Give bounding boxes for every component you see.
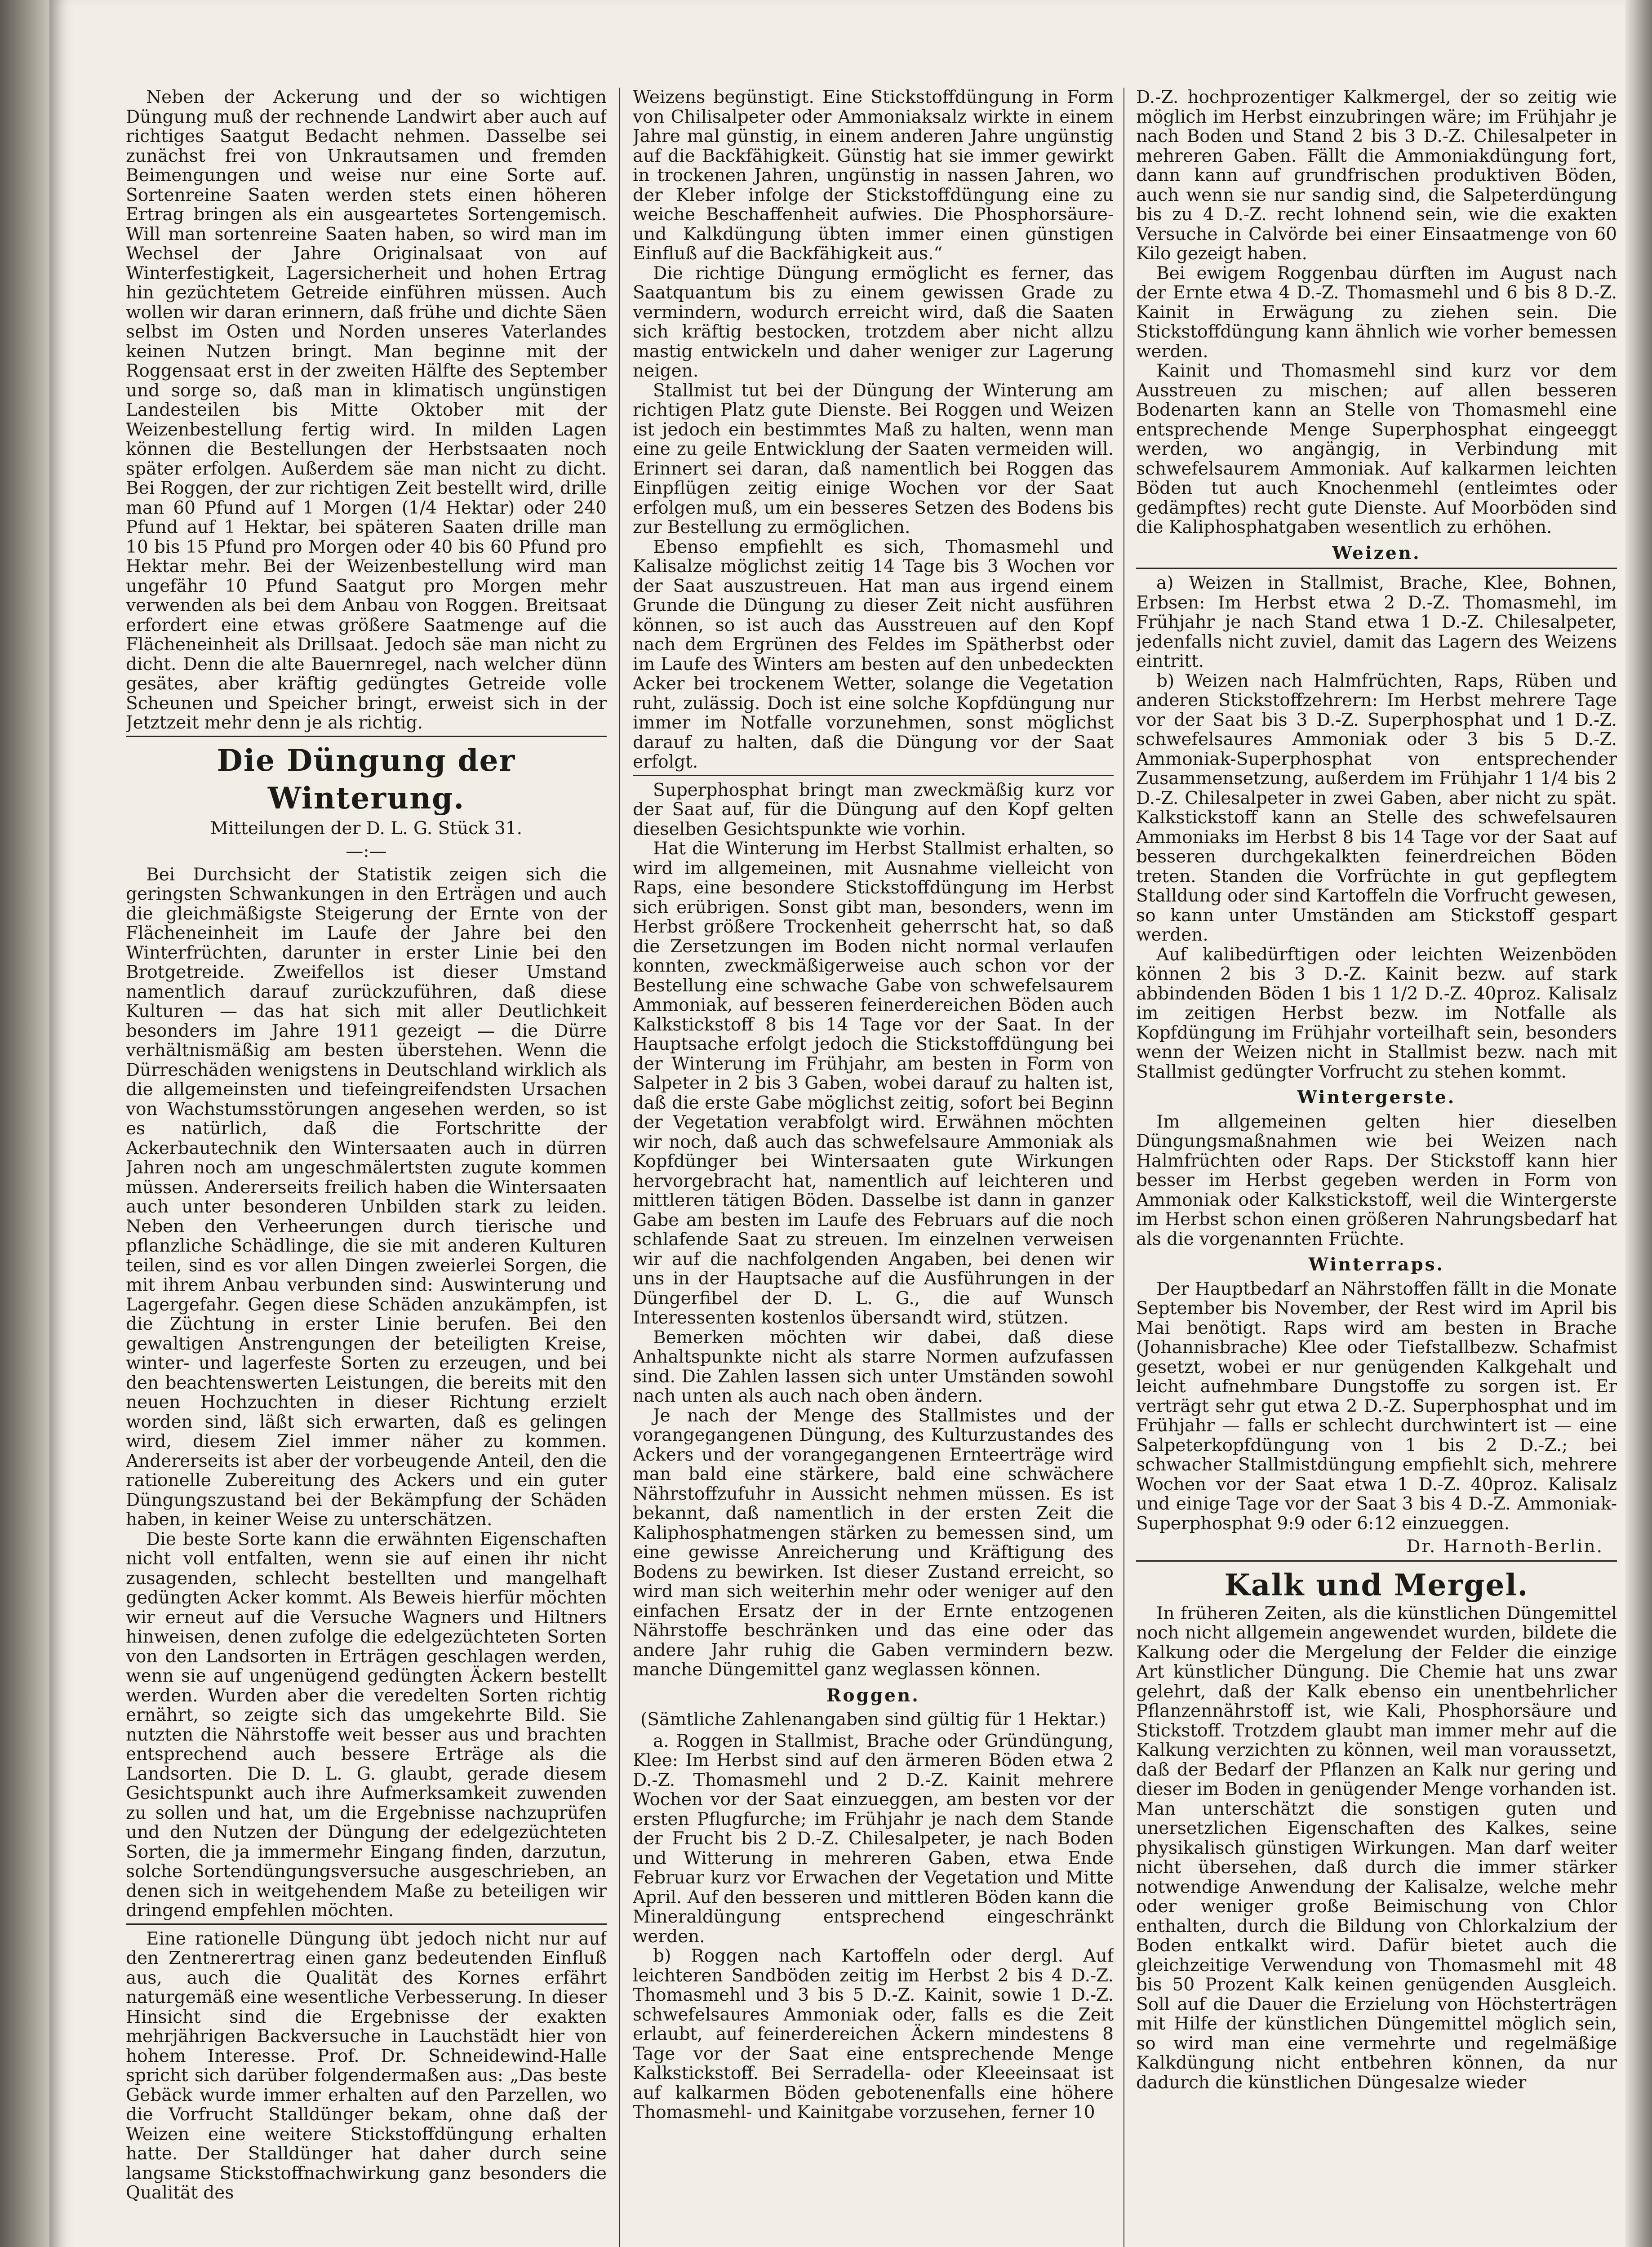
book-spine [0, 0, 49, 2247]
paragraph: b) Weizen nach Halmfrüchten, Raps, Rüben und anderen Stickstoffzehrern: Im Herbst mehrere Tage vor der Saat bis 3 D.-Z. Superphosphat und 1 D.-Z. schwefelsaures Ammoniak oder 3 bis 5 D.-Z. Ammoniak-Superphosphat von entsprechender Zusammensetzung, außerdem im Frühjahr 1 1/4 bis 2 D.-Z. Chilesalpeter in zwei Gaben, aber nicht zu spät. Kalkstickstoff kann an Stelle des schwefelsauren Ammoniaks im Herbst 8 bis 14 Tage vor der Saat auf besseren durchgekalkten feinerdreichen Böden treten. Standen die Vorfrüchte in gut gepflegtem Stalldung oder sind Kartoffeln die Vorfrucht gewesen, so kann unter Umständen am Stickstoff gespart werden. [1136, 671, 1617, 945]
paragraph: a) Weizen in Stallmist, Brache, Klee, Bohnen, Erbsen: Im Herbst etwa 2 D.-Z. Thomasmehl, im Frühjahr je nach Stand etwa 1 D.-Z. Chilesalpeter, jedenfalls nicht zuviel, damit das Lagern des Weizens eintritt. [1136, 573, 1617, 671]
paragraph: Die beste Sorte kann die erwähnten Eigenschaften nicht voll entfalten, wenn sie auf einen ihr nicht zusagenden, schlecht bestellten und mangelhaft gedüngten Acker kommt. Als Beweis hierfür möchten wir erneut auf die Versuche Wagners und Hiltners hinweisen, denen zufolge die edelgezüchteten Sorten von den Landsorten in Erträgen geschlagen werden, wenn sie auf ungenügend gedüngten Äckern bestellt werden. Wurden aber die veredelten Sorten richtig ernährt, so zeigte sich das umgekehrte Bild. Sie nutzten die Nährstoffe weit besser aus und brachten entsprechend auch bessere Erträge als die Landsorten. Die D. L. G. glaubt, gerade diesem Gesichtspunkt auch ihre Aufmerksamkeit zuwenden zu sollen und hat, um die Ergebnisse nachzuprüfen und den Nutzen der Düngung der edelgezüchteten Sorten, die ja immermehr Eingang finden, darzutun, solche Sortendüngungsversuche ausgeschrieben, an denen sich in weitgehendem Maße zu beteiligen wir dringend empfehlen möchten. [126, 1529, 607, 1921]
section-divider [1136, 568, 1617, 569]
paragraph: Die richtige Düngung ermöglicht es ferner, das Saatquantum bis zu einem gewissen Grade zu vermindern, wodurch erreicht wird, daß die Saaten sich kräftig bestocken, trotzdem aber nicht allzu mastig entwickeln und daher weniger zur Lagerung neigen. [633, 263, 1114, 381]
section-title-weizen: Weizen. [1332, 542, 1421, 564]
paragraph: Bemerken möchten wir dabei, daß diese Anhaltspunkte nicht als starre Normen aufzufassen sind. Die Zahlen lassen sich unter Umständen sowohl nach unten als auch nach oben ändern. [633, 1327, 1114, 1406]
column-rule [619, 88, 620, 2247]
section-note: (Sämtliche Zahlenangaben sind gültig für 1 Hektar.) [640, 1710, 1106, 1730]
section-title-wintergerste: Wintergerste. [1297, 1087, 1456, 1108]
section-divider [126, 1923, 607, 1925]
paragraph: Superphosphat bringt man zweckmäßig kurz vor der Saat auf, für die Düngung auf den Kopf gelten dieselben Gesichtspunkte wie vorhin. [633, 780, 1114, 839]
section-title-winterraps: Winterraps. [1308, 1254, 1445, 1275]
paragraph: Bei Durchsicht der Statistik zeigen sich die geringsten Schwankungen in den Erträgen und auch die gleichmäßigste Steigerung der Ernte von der Flächeneinheit im Laufe der Jahre bei den Winterfrüchten, darunter in erster Linie bei den Brotgetreide. Zweifellos ist dieser Umstand namentlich darauf zurückzuführen, daß diese Kulturen — das hat sich mit aller Deutlichkeit besonders im Jahre 1911 gezeigt — die Dürre verhältnismäßig am besten überstehen. Wenn die Dürreschäden wenigstens in Deutschland wirklich als die allgemeinsten und tiefeingreifendsten Ursachen von Wachstumsstörungen angesehen werden, so ist es natürlich, daß die Fortschritte der Ackerbautechnik den Wintersaaten auch in dürren Jahren noch am ungeschmälertsten zugute kommen müssen. Andererseits freilich haben die Wintersaaten auch unter besonderen Unbilden stark zu leiden. Neben den Verheerungen durch tierische und pflanzliche Schädlinge, die sie mit anderen Kulturen teilen, sind es vor allen Dingen zweierlei Sorgen, die mit ihrem Anbau verbunden sind: Auswinterung und Lagergefahr. Gegen diese Schäden anzukämpfen, ist die Züchtung in erster Linie berufen. Bei den gewaltigen Anstrengungen der beteiligten Kreise, winter- und lagerfeste Sorten zu erzeugen, und bei den beachtenswerten Leistungen, die bereits mit den neuen Hochzuchten in dieser Richtung erzielt worden sind, läßt sich erwarten, daß es gelingen wird, diesem Ziel immer näher zu kommen. Andererseits ist aber der vorbeugende Anteil, den die rationelle Zubereitung des Ackers und ein guter Düngungszustand bei der Bekämpfung der Schäden haben, in keiner Weise zu unterschätzen. [126, 864, 607, 1530]
paragraph: Neben der Ackerung und der so wichtigen Düngung muß der rechnende Landwirt aber auch auf richtiges Saatgut Bedacht nehmen. Dasselbe sei zunächst frei von Unkrautsamen und fremden Beimengungen und weise nur eine Sorte auf. Sortenreine Saaten werden stets einen höheren Ertrag bringen als ein ausgeartetes Sortengemisch. Will man sortenreine Saaten haben, so wird man im Wechsel der Jahre Originalsaat von auf Winterfestigkeit, Lagersicherheit und hohen Ertrag hin gezüchtetem Getreide einführen müssen. Auch wollen wir daran erinnern, daß frühe und dichte Säen selbst im Osten und Norden unseres Vaterlandes keinen Nutzen bringt. Man beginne mit der Roggensaat erst in der zweiten Hälfte des September und sorge so, daß man in klimatisch ungünstigen Landesteilen bis Mitte Oktober mit der Weizenbestellung fertig wird. In milden Lagen können die Bestellungen der Herbstsaaten noch später erfolgen. Außerdem säe man nicht zu dicht. Bei Roggen, der zur richtigen Zeit bestellt wird, drille man 60 Pfund auf 1 Morgen (1/4 Hektar) oder 240 Pfund auf 1 Hektar, bei späteren Saaten drille man 10 bis 15 Pfund pro Morgen oder 40 bis 60 Pfund pro Hektar mehr. Bei der Weizenbestellung wird man ungefähr 10 Pfund Saatgut pro Morgen mehr verwenden als bei dem Anbau von Roggen. Breitsaat erfordert eine etwas größere Saatmenge auf die Flächeneinheit als Drillsaat. Jedoch säe man nicht zu dicht. Denn die alte Bauernregel, nach welcher dünn gesätes, aber kräftig gedüngtes Getreide volle Scheunen und Speicher bringt, erweist sich in der Jetztzeit mehr denn je als richtig. [126, 88, 607, 733]
column-left [126, 88, 607, 2247]
section-title-roggen: Roggen. [826, 1685, 920, 1706]
article-subtitle: Mitteilungen der D. L. G. Stück 31. [210, 818, 522, 839]
column-middle [633, 88, 1114, 2247]
paragraph: Ebenso empfiehlt es sich, Thomasmehl und Kalisalze möglichst zeitig 14 Tage bis 3 Wochen vor der Saat auszustreuen. Hat man aus irgend einem Grunde die Düngung zu dieser Zeit nicht ausführen können, so ist auch das Ausstreuen auf den Kopf nach dem Ergrünen des Feldes im Spätherbst oder im Laufe des Winters am besten auf den unbedeckten Acker bei trockenem Wetter, solange die Vegetation ruht, zulässig. Doch ist eine solche Kopfdüngung nur immer im Notfalle vorzunehmen, sonst möglichst darauf zu halten, daß die Düngung vor der Saat erfolgt. [633, 537, 1114, 772]
paragraph: Stallmist tut bei der Düngung der Winterung am richtigen Platz gute Dienste. Bei Roggen und Weizen ist jedoch ein bestimmtes Maß zu halten, wenn man eine zu geile Entwicklung der Saaten vermeiden will. Erinnert sei daran, daß namentlich bei Roggen das Einpflügen zeitig einige Wochen vor der Saat erfolgen muß, um ein besseres Setzen des Bodens bis zur Bestellung zu ermöglichen. [633, 380, 1114, 537]
paragraph: Der Hauptbedarf an Nährstoffen fällt in die Monate September bis November, der Rest wird im April bis Mai benötigt. Raps wird am besten in Brache (Johannisbrache) Klee oder Tiefstallbezw. Schafmist gesetzt, wobei er nur genügenden Kalkgehalt und leicht aufnehmbare Dungstoffe zu sorgen ist. Er verträgt sehr gut etwa 2 D.-Z. Superphosphat und im Frühjahr — falls er schlecht durchwintert ist — eine Salpeterkopfdüngung von 1 bis 2 D.-Z.; bei schwacher Stallmistdüngung empfiehlt sich, mehrere Wochen vor der Saat etwa 1 D.-Z. 40proz. Kalisalz und einige Tage vor der Saat 3 bis 4 D.-Z. Ammoniak-Superphosphat 9:9 oder 6:12 einzueggen. [1136, 1279, 1617, 1534]
paragraph: b) Roggen nach Kartoffeln oder dergl. Auf leichteren Sandböden zeitig im Herbst 2 bis 4 D.-Z. Thomasmehl und 3 bis 5 D.-Z. Kainit, sowie 1 D.-Z. schwefelsaures Ammoniak oder, falls es die Zeit erlaubt, auf feinerdereichen Äckern mindestens 8 Tage vor der Saat eine entsprechende Menge Kalkstickstoff. Bei Serradella- oder Kleeeinsaat ist auf kalkarmen Böden gebotenenfalls eine höhere Thomasmehl- und Kainitgabe vorzusehen, ferner 10 [633, 1946, 1114, 2123]
article-title: Kalk und Mergel. [1224, 1567, 1529, 1603]
author-signature: Dr. Harnoth-Berlin. [1406, 1536, 1603, 1557]
paragraph: Eine rationelle Düngung übt jedoch nicht nur auf den Zentnerertrag einen ganz bedeutenden Einfluß aus, auch die Qualität des Kornes erfährt naturgemäß eine wesentliche Verbesserung. In dieser Hinsicht sind die Ergebnisse der exakten mehrjährigen Backversuche in Lauchstädt hier von hohem Interesse. Prof. Dr. Schneidewind-Halle spricht sich darüber folgendermaßen aus: „Das beste Gebäck wurde immer erhalten auf den Parzellen, wo die Vorfrucht Stalldünger bekam, ohne daß der Weizen eine weitere Stickstoffdüngung erhalten hatte. Der Stalldünger hat daher durch seine langsame Stickstoffnachwirkung ganz besonders die Qualität des [126, 1928, 607, 2203]
paragraph: In früheren Zeiten, als die künstlichen Düngemittel noch nicht allgemein angewendet wurden, bildete die Kalkung oder die Mergelung der Felder die einzige Art künstlicher Düngung. Die Chemie hat uns zwar gelehrt, daß der Kalk ebenso ein unentbehrlicher Pflanzennährstoff ist, wie Kali, Phosphorsäure und Stickstoff. Trotzdem glaubt man immer mehr auf die Kalkung verzichten zu können, weil man voraussetzt, daß der Bedarf der Pflanzen an Kalk nur gering und dieser im Boden in genügender Menge vorhanden ist. Man unterschätzt die sonstigen guten und unersetzlichen Eigenschaften des Kalkes, seine physikalisch günstigen Wirkungen. Man darf weiter nicht übersehen, daß durch die immer stärker notwendige Anwendung der Kalisalze, welche mehr oder weniger große Beimischung von Chlor enthalten, durch die Bildung von Chlorkalzium der Boden entkalkt wird. Dafür bietet auch die gleichzeitige Verwendung von Thomasmehl mit 48 bis 50 Prozent Kalk keinen genügenden Ausgleich. Soll auf die Dauer die Erzielung von Höchsterträgen mit Hilfe der künstlichen Düngemittel möglich sein, so wird man eine vermehrte und regelmäßige Kalkdüngung nicht entbehren können, da nur dadurch die künstlichen Düngesalze wieder [1136, 1603, 1617, 2093]
article-title: Die Düngung der Winterung. [217, 742, 516, 816]
section-divider [633, 775, 1114, 776]
separator: —:— [346, 841, 387, 861]
paragraph: D.-Z. hochprozentiger Kalkmergel, der so zeitig wie möglich im Herbst einzubringen wäre; im Frühjahr je nach Boden und Stand 2 bis 3 D.-Z. Chilesalpeter in mehreren Gaben. Fällt die Ammoniakdüngung fort, dann kann auf grundfrischen produktiven Böden, auch wenn sie nur sandig sind, die Salpeterdüngung bis zu 4 D.-Z. recht lohnend sein, wie die exakten Versuche in Calvörde bei einer Einsaatmenge von 60 Kilo gezeigt haben. [1136, 88, 1617, 264]
paragraph: Im allgemeinen gelten hier dieselben Düngungsmaßnahmen wie bei Weizen nach Halmfrüchten oder Raps. Der Stickstoff kann hier besser im Herbst gegeben werden in Form von Ammoniak oder Kalkstickstoff, weil die Wintergerste im Herbst schon einen größeren Nahrungsbedarf hat als die vorgenannten Früchte. [1136, 1111, 1617, 1249]
paragraph: Kainit und Thomasmehl sind kurz vor dem Ausstreuen zu mischen; auf allen besseren Bodenarten kann an Stelle von Thomasmehl eine entsprechende Menge Superphosphat eingeeggt werden, wo angängig, in Verbindung mit schwefelsaurem Ammoniak. Auf kalkarmen leichten Böden tut auch Knochenmehl (entleimtes oder gedämpftes) recht gute Dienste. Auf Moorböden sind die Kaliphosphatgaben wesentlich zu erhöhen. [1136, 361, 1617, 537]
page-edge [1625, 0, 1652, 2247]
section-divider [126, 736, 607, 737]
paragraph: Je nach der Menge des Stallmistes und der vorangegangenen Düngung, des Kulturzustandes des Ackers und der vorangegangenen Ernteerträge wird man bald eine stärkere, bald eine schwächere Nährstoffzufuhr in Aussicht nehmen müssen. Es ist bekannt, daß namentlich in der ersten Zeit die Kaliphosphatmengen stärken zu bemessen sind, um eine gewisse Anreicherung und Kräftigung des Bodens zu bewirken. Ist dieser Zustand erreicht, so wird man sich weiterhin mehr oder weniger auf den einfachen Ersatz der in der Ernte entzogenen Nährstoffe beschränken und das eine oder das andere Jahr ruhig die Gaben vermindern bezw. manche Düngemittel ganz weglassen können. [633, 1405, 1114, 1680]
paragraph: a. Roggen in Stallmist, Brache oder Gründüngung, Klee: Im Herbst sind auf den ärmeren Böden etwa 2 D.-Z. Thomasmehl und 2 D.-Z. Kainit mehrere Wochen vor der Saat einzueggen, am besten vor der ersten Pflugfurche; im Frühjahr je nach dem Stande der Frucht bis 2 D.-Z. Chilesalpeter, je nach Boden und Witterung in mehreren Gaben, etwa Ende Februar kurz vor Erwachen der Vegetation und Mitte April. Auf den besseren und mittleren Böden kann die Mineraldüngung entsprechend eingeschränkt werden. [633, 1731, 1114, 1947]
section-divider [1136, 1560, 1617, 1562]
column-right [1136, 88, 1617, 2247]
paragraph: Hat die Winterung im Herbst Stallmist erhalten, so wird im allgemeinen, mit Ausnahme vielleicht von Raps, eine besondere Stickstoffdüngung im Herbst sich erübrigen. Sonst gibt man, besonders, wenn im Herbst größere Trockenheit geherrscht hat, so daß die Zersetzungen im Boden nicht normal verlaufen konnten, zweckmäßigerweise auch schon vor der Bestellung eine schwache Gabe von schwefelsaurem Ammoniak, auf besseren feinerdereichen Böden auch Kalkstickstoff 8 bis 14 Tage vor der Saat. In der Hauptsache erfolgt jedoch die Stickstoffdüngung bei der Winterung im Frühjahr, am besten in Form von Salpeter in 2 bis 3 Gaben, wobei darauf zu halten ist, daß die erste Gabe möglichst zeitig, sofort bei Beginn der Vegetation verabfolgt wird. Erwähnen möchten wir noch, daß auch das schwefelsaure Ammoniak als Kopfdünger bei Wintersaaten gute Wirkungen hervorgebracht hat, namentlich auf leichteren und mittleren tätigen Böden. Dasselbe ist dann in ganzer Gabe am besten im Laufe des Februars auf die noch schlafende Saat zu streuen. Im einzelnen verweisen wir auf die nachfolgenden Angaben, bei denen wir uns in der Hauptsache auf die Ausführungen in der Düngerfibel der D. L. G., die auf Wunsch Interessenten kostenlos übersandt wird, stützen. [633, 839, 1114, 1328]
paragraph: Bei ewigem Roggenbau dürften im August nach der Ernte etwa 4 D.-Z. Thomasmehl und 6 bis 8 D.-Z. Kainit in Erwägung zu ziehen sein. Die Stickstoffdüngung kann ähnlich wie vorher bemessen werden. [1136, 263, 1617, 362]
paragraph: Weizens begünstigt. Eine Stickstoffdüngung in Form von Chilisalpeter oder Ammoniaksalz wirkte in einem Jahre mal günstig, in einem anderen Jahre ungünstig auf die Backfähigkeit. Günstig hat sie immer gewirkt in trockenen Jahren, ungünstig in nassen Jahren, wo der Kleber infolge der Stickstoffdüngung eine zu weiche Beschaffenheit aufwies. Die Phosphorsäure- und Kalkdüngung übten immer einen günstigen Einfluß auf die Backfähigkeit aus.“ [633, 88, 1114, 264]
paragraph: Auf kalibedürftigen oder leichten Weizenböden können 2 bis 3 D.-Z. Kainit bezw. auf stark abbindenden Böden 1 bis 1 1/2 D.-Z. 40proz. Kalisalz im zeitigen Herbst bezw. im Notfalle als Kopfdüngung im Frühjahr vorteilhaft sein, besonders wenn der Weizen nicht in Stallmist bezw. nach mit Stallmist gedüngter Vorfrucht zu stehen kommt. [1136, 944, 1617, 1082]
